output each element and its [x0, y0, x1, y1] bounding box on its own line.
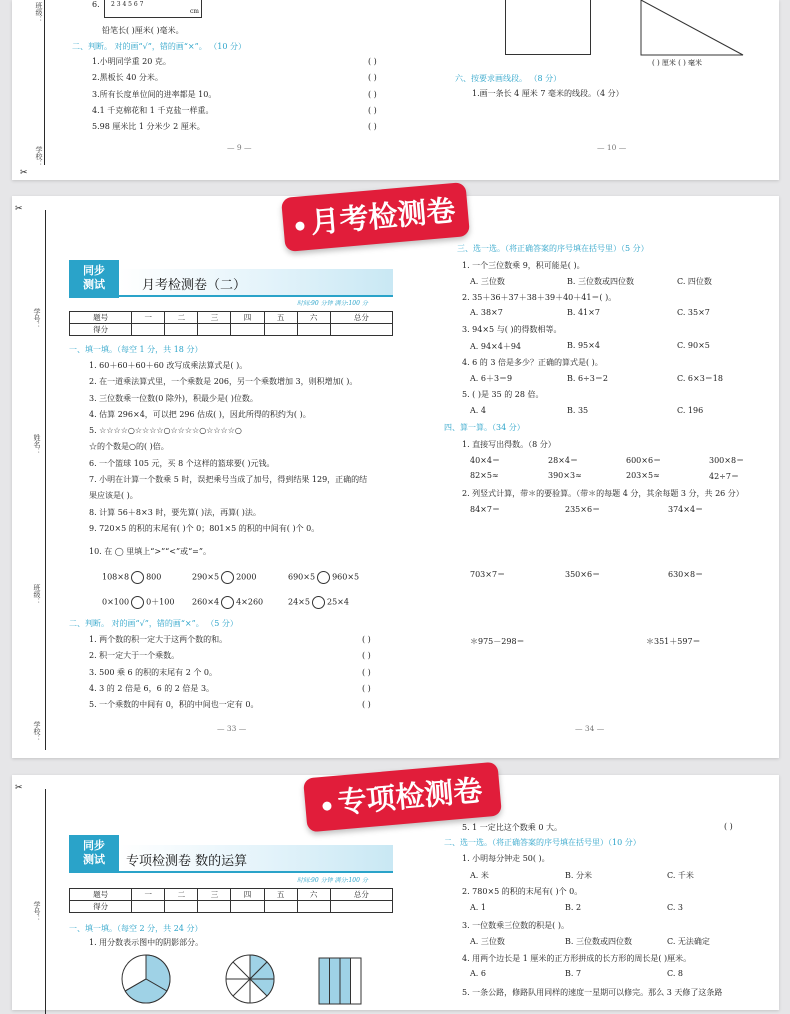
- answer-blank[interactable]: ( ): [724, 822, 733, 831]
- choice-option[interactable]: B. 三位数或四位数: [565, 937, 632, 946]
- score-cell[interactable]: [264, 901, 297, 913]
- compare-right: 25×4: [326, 597, 349, 607]
- score-header: 四: [231, 312, 264, 324]
- choice-option[interactable]: C. 无法确定: [667, 937, 710, 946]
- choice-option[interactable]: B. 95×4: [567, 341, 600, 350]
- judge-item: 5.98 厘米比 1 分米少 2 厘米。: [92, 122, 205, 132]
- compare-circle[interactable]: [312, 596, 325, 609]
- score-header: 总分: [330, 889, 392, 901]
- pencil-question: 铅笔长( )厘米( )毫米。: [102, 26, 184, 35]
- judge-item: 4. 3 的 2 倍是 6，6 的 2 倍是 3。: [89, 683, 215, 693]
- compare-right: 0＋100: [146, 597, 175, 607]
- oral-calc: 42÷7＝: [709, 472, 739, 481]
- score-header: 一: [132, 889, 165, 901]
- section-fill-heading: 一、填一填。（每空 1 分，共 18 分）: [69, 345, 203, 354]
- oral-calc: 40×4＝: [470, 456, 500, 465]
- score-cell[interactable]: [132, 324, 165, 336]
- score-header: 二: [165, 889, 198, 901]
- answer-blank[interactable]: ( ): [362, 651, 371, 661]
- section-choose-heading: 三、选一选。（将正确答案的序号填在括号里）（5 分）: [457, 244, 649, 253]
- choice-option[interactable]: A. 4: [470, 406, 486, 415]
- draw-question: 1.画一条长 4 厘米 7 毫米的线段。（4 分）: [472, 89, 624, 98]
- choice-question: 5. ( )是 35 的 28 倍。: [462, 390, 544, 399]
- vertical-calc: 350×6＝: [565, 570, 601, 579]
- vertical-calc: 84×7＝: [470, 505, 500, 514]
- margin-label-class: 班级：: [35, 2, 43, 23]
- page-title: 专项检测卷 数的运算: [126, 854, 248, 869]
- badge-line: 测试: [83, 853, 105, 866]
- compare-right: 4×260: [236, 597, 264, 607]
- score-header: 六: [297, 312, 330, 324]
- vertical-calc: 630×8＝: [668, 570, 704, 579]
- badge-line: 同步: [83, 264, 105, 277]
- score-cell[interactable]: [165, 901, 198, 913]
- pie-figure-thirds: [120, 953, 172, 1005]
- choice-option[interactable]: B. 分米: [565, 871, 592, 880]
- choice-question: 3. 94×5 与( )的得数相等。: [462, 325, 562, 334]
- oral-calc: 600×6＝: [626, 456, 662, 465]
- margin-label-student-id: 学号：: [33, 901, 41, 922]
- choice-option[interactable]: A. 94×4＋94: [470, 342, 522, 351]
- choice-option[interactable]: A. 三位数: [470, 277, 505, 286]
- score-header: 题号: [70, 889, 132, 901]
- margin-label-student-id: 学号：: [33, 308, 41, 329]
- judge-item: 1.小明同学重 20 克。: [92, 57, 171, 66]
- question-number: 6.: [92, 0, 100, 9]
- scissors-icon: ✂: [15, 783, 23, 793]
- vertical-calc: ＊351＋597＝: [646, 637, 701, 646]
- score-header: 三: [198, 889, 231, 901]
- oral-calc: 82×5≈: [470, 471, 499, 480]
- choice-option[interactable]: C. 8: [667, 969, 684, 978]
- answer-blank[interactable]: ( ): [362, 683, 371, 693]
- judge-answer-column: [368, 54, 377, 135]
- choice-option[interactable]: A. 6＋3＝9: [470, 374, 513, 383]
- sync-test-badge: [69, 260, 119, 298]
- fill-item: 3. 三位数乘一位数(0 除外)，积最少是( )位数。: [89, 393, 258, 403]
- score-header: 三: [198, 312, 231, 324]
- compare-circle[interactable]: [221, 571, 234, 584]
- ruler-unit: cm: [189, 8, 199, 15]
- choice-question: 2. 35＋36＋37＋38＋39＋40＋41＝( )。: [462, 293, 617, 302]
- answer-blank[interactable]: ( ): [368, 73, 377, 83]
- ruler-question: [92, 0, 100, 9]
- fill-item: 9. 720×5 的积的末尾有( )个 0；801×5 的积的中间有( )个 0。: [89, 523, 320, 533]
- oral-calc: 390×3≈: [548, 471, 582, 480]
- score-cell: 得分: [70, 324, 132, 336]
- score-header: 五: [264, 889, 297, 901]
- section-judge-heading: 二、判断。 对的画“√”，错的画“×”。 （10 分）: [72, 42, 246, 51]
- vertical-calc: ＊975－298＝: [470, 637, 525, 646]
- compare-right: 960×5: [332, 572, 360, 582]
- score-cell[interactable]: [297, 901, 330, 913]
- choice-option[interactable]: A. 1: [470, 903, 486, 912]
- judge-item: 2. 积一定大于一个乘数。: [89, 651, 180, 661]
- workbook-page-spread-2: [12, 196, 779, 758]
- scissors-icon: ✂: [15, 204, 23, 214]
- vertical-calc: 235×6＝: [565, 505, 601, 514]
- score-table: [69, 888, 393, 913]
- choice-question: 5. 一条公路，修路队用同样的速度一星期可以修完。那么 3 天修了这条路: [462, 988, 723, 997]
- section-choose-heading: 二、选一选。（将正确答案的序号填在括号里）（10 分）: [444, 838, 641, 847]
- section-fill-heading: 一、填一填。（每空 2 分，共 24 分）: [69, 924, 203, 933]
- answer-blank[interactable]: ( ): [368, 105, 377, 115]
- fill-item: 8. 计算 56＋8×3 时，要先算( )法，再算( )法。: [89, 507, 261, 517]
- choice-option[interactable]: A. 38×7: [470, 308, 503, 317]
- choice-option[interactable]: B. 2: [565, 903, 582, 912]
- fill-item-compare: 10. 在 ◯ 里填上“>”“<”或“=”。: [89, 547, 211, 556]
- score-cell[interactable]: [330, 324, 392, 336]
- choice-question: 4. 6 的 3 倍是多少？正确的算式是( )。: [462, 358, 603, 367]
- fill-item: 1. 用分数表示图中的阴影部分。: [89, 938, 204, 947]
- workbook-page-strip-1: [12, 0, 779, 180]
- compare-right: 2000: [236, 572, 257, 582]
- time-score-meta: 时间:90 分钟 满分:100 分: [297, 877, 368, 884]
- answer-blank[interactable]: ( ): [362, 635, 371, 644]
- margin-label-school: 学校：: [35, 146, 43, 167]
- score-cell[interactable]: [198, 324, 231, 336]
- judge-item: 1. 两个数的积一定大于这两个数的和。: [89, 635, 228, 644]
- compare-row: [102, 571, 161, 584]
- pie-figure-eighths: [224, 953, 276, 1005]
- compare-left: 290×5: [192, 572, 220, 582]
- choice-question: 2. 780×5 的积的末尾有( )个 0。: [462, 887, 583, 896]
- tag-label: 专项检测卷: [336, 773, 484, 820]
- page-number-right: — 34 —: [575, 724, 605, 733]
- score-cell[interactable]: [330, 901, 392, 913]
- score-header: 五: [264, 312, 297, 324]
- section-calc-heading: 四、算一算。（34 分）: [444, 423, 525, 432]
- calc-subheading: 2. 列竖式计算，带＊的要验算。（带＊的每题 4 分，其余每题 3 分，共 26 分）: [462, 489, 744, 498]
- tag-dot-icon: [323, 801, 333, 811]
- choice-option[interactable]: B. 7: [565, 969, 582, 978]
- bar-figure-quarters: [318, 957, 362, 1005]
- score-cell[interactable]: [231, 901, 264, 913]
- compare-row: [192, 571, 256, 584]
- section-draw-heading: 六、按要求画线段。 （8 分）: [455, 74, 562, 83]
- compare-left: 0×100: [102, 597, 130, 607]
- score-cell[interactable]: [264, 324, 297, 336]
- scissors-icon: ✂: [20, 168, 28, 178]
- judge-item: 5. 一个乘数的中间有 0，积的中间也一定有 0。: [89, 700, 259, 710]
- page-number-right: — 10 —: [597, 143, 627, 152]
- page-title: 月考检测卷（二）: [142, 278, 247, 293]
- fill-list: [89, 358, 367, 537]
- compare-circle[interactable]: [131, 596, 144, 609]
- score-cell[interactable]: [297, 324, 330, 336]
- compare-circle[interactable]: [317, 571, 330, 584]
- score-table: [69, 311, 393, 336]
- tag-label: 月考检测卷: [309, 193, 457, 240]
- choice-option[interactable]: C. 千米: [667, 871, 694, 880]
- compare-circle[interactable]: [221, 596, 234, 609]
- margin-label-class: 班级：: [33, 584, 41, 605]
- score-cell[interactable]: [198, 901, 231, 913]
- sync-test-badge: [69, 835, 119, 873]
- score-cell: 得分: [70, 901, 132, 913]
- margin-label-school: 学校：: [33, 721, 41, 742]
- answer-blank[interactable]: ( ): [362, 700, 371, 710]
- score-header: 题号: [70, 312, 132, 324]
- judge-item: 3.所有长度单位间的进率都是 10。: [92, 89, 217, 99]
- choice-option[interactable]: C. 196: [677, 406, 704, 415]
- badge-line: 测试: [83, 278, 105, 291]
- judge-item: 4.1 千克棉花和 1 千克盐一样重。: [92, 105, 214, 115]
- answer-blank[interactable]: ( ): [362, 667, 371, 677]
- vertical-calc: 374×4＝: [668, 505, 704, 514]
- choice-option[interactable]: C. 35×7: [677, 308, 710, 317]
- choice-option[interactable]: C. 6×3＝18: [677, 374, 723, 383]
- fill-item: 果应该是( )。: [89, 491, 138, 501]
- choice-option[interactable]: C. 3: [667, 903, 684, 912]
- score-header: 六: [297, 889, 330, 901]
- choice-option[interactable]: B. 三位数或四位数: [567, 277, 634, 286]
- fill-item: 4. 估算 296×4，可以把 296 估成( )，因此所得的积约为( )。: [89, 409, 311, 419]
- compare-left: 690×5: [288, 572, 316, 582]
- score-header: 二: [165, 312, 198, 324]
- vertical-calc: 703×7＝: [470, 570, 506, 579]
- answer-blank[interactable]: ( ): [368, 89, 377, 99]
- binding-line: [45, 789, 46, 1014]
- score-header: 总分: [330, 312, 392, 324]
- rectangle-figure: [505, 0, 591, 55]
- fill-item: 6. 一个篮球 105 元，买 8 个这样的篮球要( )元钱。: [89, 458, 275, 468]
- compare-row: [192, 596, 263, 609]
- ruler: [104, 0, 202, 18]
- score-cell[interactable]: [231, 324, 264, 336]
- choice-option[interactable]: B. 41×7: [567, 308, 600, 317]
- choice-question: 4. 用两个边长是 1 厘米的正方形拼成的长方形的周长是( )厘米。: [462, 954, 692, 963]
- ruler-ticks: 2 3 4 5 6 7: [111, 1, 144, 8]
- binding-line: [44, 0, 45, 165]
- answer-blank[interactable]: ( ): [368, 122, 377, 132]
- choice-option[interactable]: A. 三位数: [470, 937, 505, 946]
- fill-item: ☆的个数是○的( )倍。: [89, 442, 169, 452]
- fill-item: 5. ☆☆☆☆○☆☆☆☆○☆☆☆☆○☆☆☆☆○: [89, 426, 242, 436]
- choice-option[interactable]: B. 6÷3＝2: [567, 374, 608, 383]
- fill-item: 7. 小明在计算一个数乘 5 时，误把乘号当成了加号，得到结果 129，正确的结: [89, 475, 368, 485]
- choice-question: 1. 小明每分钟走 50( )。: [462, 854, 550, 863]
- triangle-measure-label: ( ) 厘米 ( ) 毫米: [652, 59, 703, 67]
- compare-left: 108×8: [102, 572, 130, 582]
- badge-line: 同步: [83, 839, 105, 852]
- choice-option[interactable]: A. 米: [470, 871, 489, 880]
- choice-option[interactable]: C. 90×5: [677, 341, 710, 350]
- binding-line: [45, 210, 46, 750]
- score-header: 四: [231, 889, 264, 901]
- score-cell[interactable]: [132, 901, 165, 913]
- oral-calc: 28×4＝: [548, 456, 578, 465]
- choice-option[interactable]: B. 35: [567, 406, 589, 415]
- judge-item: 5. 1 一定比这个数乘 0 大。: [462, 823, 562, 832]
- compare-row: [288, 571, 359, 584]
- page-number-left: — 9 —: [227, 143, 252, 152]
- judge-list: [92, 54, 216, 135]
- compare-row: [288, 596, 349, 609]
- compare-right: 800: [146, 572, 162, 582]
- compare-circle[interactable]: [131, 571, 144, 584]
- compare-left: 24×5: [288, 597, 310, 607]
- oral-calc: 203×5≈: [626, 471, 660, 480]
- compare-row: [102, 596, 174, 609]
- compare-left: 260×4: [192, 597, 220, 607]
- choice-question: 1. 一个三位数乘 9，积可能是( )。: [462, 261, 585, 270]
- fill-item: 2. 在一道乘法算式里，一个乘数是 206，另一个乘数增加 3，则积增加( )。: [89, 377, 358, 387]
- fill-item: 1. 60＋60＋60＋60 改写成乘法算式是( )。: [89, 361, 248, 370]
- judge-answer-column: [362, 632, 371, 713]
- answer-blank[interactable]: ( ): [368, 57, 377, 66]
- time-score-meta: 时间:90 分钟 满分:100 分: [297, 300, 368, 307]
- section-judge-heading: 二、判断。 对的画“√”，错的画“×”。 （5 分）: [69, 619, 238, 628]
- calc-subheading: 1. 直接写出得数。（8 分）: [462, 440, 556, 449]
- oral-calc: 300×8＝: [709, 456, 745, 465]
- triangle-figure: [637, 0, 747, 58]
- score-cell[interactable]: [165, 324, 198, 336]
- margin-label-name: 姓名：: [33, 434, 41, 455]
- judge-item: 2.黑板长 40 分米。: [92, 73, 163, 83]
- choice-question: 3. 一位数乘三位数的积是( )。: [462, 921, 569, 930]
- page-number-left: — 33 —: [217, 724, 247, 733]
- choice-option[interactable]: A. 6: [470, 969, 486, 978]
- tag-dot-icon: [296, 221, 306, 231]
- judge-list: [89, 632, 258, 713]
- judge-item: 3. 500 乘 6 的积的末尾有 2 个 0。: [89, 667, 217, 677]
- choice-option[interactable]: C. 四位数: [677, 277, 712, 286]
- score-header: 一: [132, 312, 165, 324]
